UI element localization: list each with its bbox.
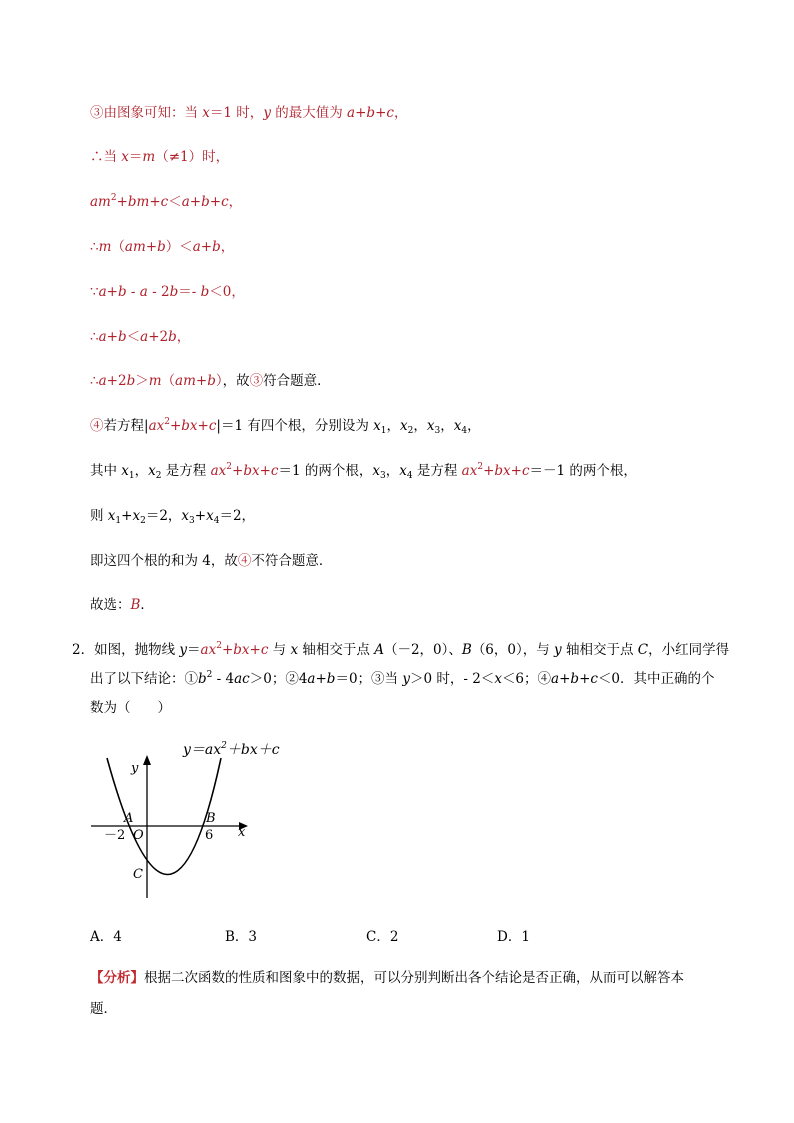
step4-line1: ④若方程$|ax^2+bx+c|=1$ 有四个根，分别设为 $x_1$，$x_2$，$x_3$，$x_4$， bbox=[90, 417, 481, 436]
step3-line7: ∴a+2b＞m（am+b），故③符合题意． bbox=[90, 373, 331, 389]
x-axis-label: x bbox=[238, 825, 246, 840]
question2-line1: 2．如图，抛物线 $y=ax^2+bx+c$ 与 x 轴相交于点 A（－2，0）、B（6，0），与 y 轴相交于点 C，小红同学得 bbox=[72, 641, 730, 658]
point-c-label: C bbox=[133, 867, 143, 882]
tick-neg2-label: －2 bbox=[104, 828, 126, 843]
step3-intro: ③由图象可知：当 x＝1 时，y 的最大值为 a+b+c， bbox=[90, 105, 408, 121]
y-axis-label: y bbox=[131, 761, 139, 776]
analysis-line2: 题． bbox=[90, 1001, 117, 1017]
point-b-label: B bbox=[206, 811, 216, 826]
step3-line3: $am^2+bm+c<a+b+c$， bbox=[90, 193, 243, 210]
step4-line4: 即这四个根的和为 4，故④不符合题意． bbox=[90, 553, 333, 569]
analysis-line1 bbox=[90, 968, 684, 988]
point-a-label: A bbox=[124, 811, 134, 826]
step4-line2: 其中 $x_1$，$x_2$ 是方程 $ax^2+bx+c=1$ 的两个根，$x_3$，$x_4$ 是方程 $ax^2+bx+c=-1$ 的两个根， bbox=[90, 462, 637, 481]
option-d[interactable]: D．1 bbox=[497, 929, 530, 945]
question2-line2: 出了以下结论：$①b^2 - 4ac>0$；②4a+b＝0；③当 y＞0 时，- 2＜x＜6；④a+b+c＜0．其中正确的个 bbox=[90, 670, 715, 687]
step3-circled-number: ③ bbox=[90, 105, 104, 121]
origin-label: O bbox=[133, 828, 144, 843]
step3-line4: ∴m（am+b）＜a+b， bbox=[90, 239, 235, 255]
y-axis-arrow bbox=[143, 755, 151, 765]
equation-label: $y=ax^2+bx+c$ bbox=[183, 741, 280, 758]
option-a[interactable]: A．4 bbox=[90, 929, 122, 945]
step3-line5: ∵a+b - a - 2b＝- b＜0， bbox=[90, 284, 245, 300]
option-b[interactable]: B．3 bbox=[225, 929, 258, 945]
analysis-tag: 【分析】 bbox=[90, 970, 144, 986]
step4-line3: 则 $x_1+x_2=2$，$x_3+x_4=2$， bbox=[90, 508, 256, 526]
step3-line2: ∴当 x＝m（≠1）时， bbox=[90, 149, 230, 165]
option-c[interactable]: C．2 bbox=[366, 929, 399, 945]
tick-6-label: 6 bbox=[205, 828, 214, 843]
parabola-graph bbox=[88, 738, 288, 908]
question2-stem-line3: 数为（ ） bbox=[90, 700, 171, 716]
analysis-text: 根据二次函数的性质和图象中的数据，可以分别判断出各个结论是否正确，从而可以解答本 bbox=[144, 970, 684, 986]
step3-line6: ∴a+b＜a+2b， bbox=[90, 329, 191, 345]
answer-line: 故选：B． bbox=[90, 597, 154, 613]
